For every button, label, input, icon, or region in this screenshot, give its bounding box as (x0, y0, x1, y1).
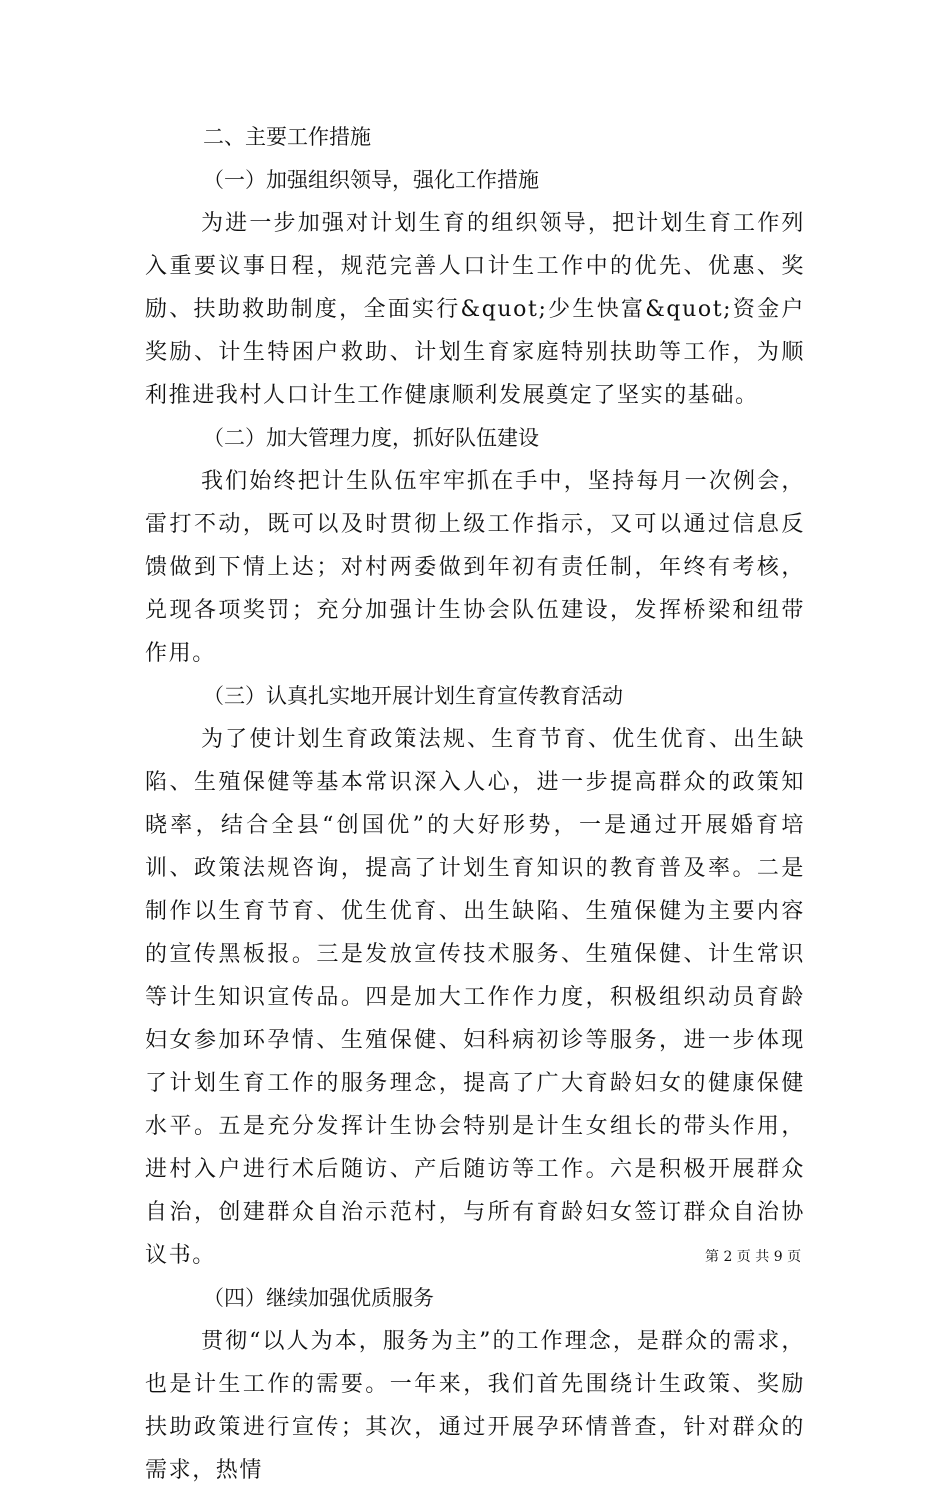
paragraph-2: 我们始终把计生队伍牢牢抓在手中，坚持每月一次例会，雷打不动，既可以及时贯彻上级工作指示，又可以通过信息反馈做到下情上达；对村两委做到年初有责任制，年终有考核，兑现各项奖罚；充分加强计生协会队伍建设，发挥桥梁和纽带作用。 (145, 469, 805, 666)
subsection-heading-1: （一）加强组织领导，强化工作措施 (203, 168, 539, 192)
paragraph-3: 为了使计划生育政策法规、生育节育、优生优育、出生缺陷、生殖保健等基本常识深入人心，进一步提高群众的政策知晓率，结合全县“创国优”的大好形势，一是通过开展婚育培训、政策法规咨询，提高了计划生育知识的教育普及率。二是制作以生育节育、优生优育、出生缺陷、生殖保健为主要内容的宣传黑板报。三是发放宣传技术服务、生殖保健、计生常识等计生知识宣传品。四是加大工作作力度，积极组织动员育龄妇女参加环孕情、生殖保健、妇科病初诊等服务，进一步体现了计划生育工作的服务理念，提高了广大育龄妇女的健康保健水平。五是充分发挥计生协会特别是计生女组长的带头作用，进村入户进行术后随访、产后随访等工作。六是积极开展群众自治，创建群众自治示范村，与所有育龄妇女签订群众自治协议书。 (145, 727, 805, 1268)
subsection-heading-3: （三）认真扎实地开展计划生育宣传教育活动 (203, 684, 623, 708)
subsection-heading-4: （四）继续加强优质服务 (203, 1286, 434, 1310)
paragraph-4: 贯彻“以人为本，服务为主”的工作理念，是群众的需求，也是计生工作的需要。一年来，我们首先围绕计生政策、奖励扶助政策进行宣传；其次，通过开展孕环情普查，针对群众的需求，热情 (145, 1329, 805, 1483)
page-number-footer: 第 2 页 共 9 页 (705, 1249, 802, 1265)
paragraph-1: 为进一步加强对计划生育的组织领导，把计划生育工作列入重要议事日程，规范完善人口计生工作中的优先、优惠、奖励、扶助救助制度，全面实行&quot;少生快富&quot;资金户奖励、计生特困户救助、计划生育家庭特别扶助等工作，为顺利推进我村人口计生工作健康顺利发展奠定了坚实的基础。 (145, 211, 805, 408)
section-heading: 二、主要工作措施 (203, 125, 371, 149)
subsection-heading-2: （二）加大管理力度，抓好队伍建设 (203, 426, 539, 450)
document-body (145, 116, 805, 1492)
